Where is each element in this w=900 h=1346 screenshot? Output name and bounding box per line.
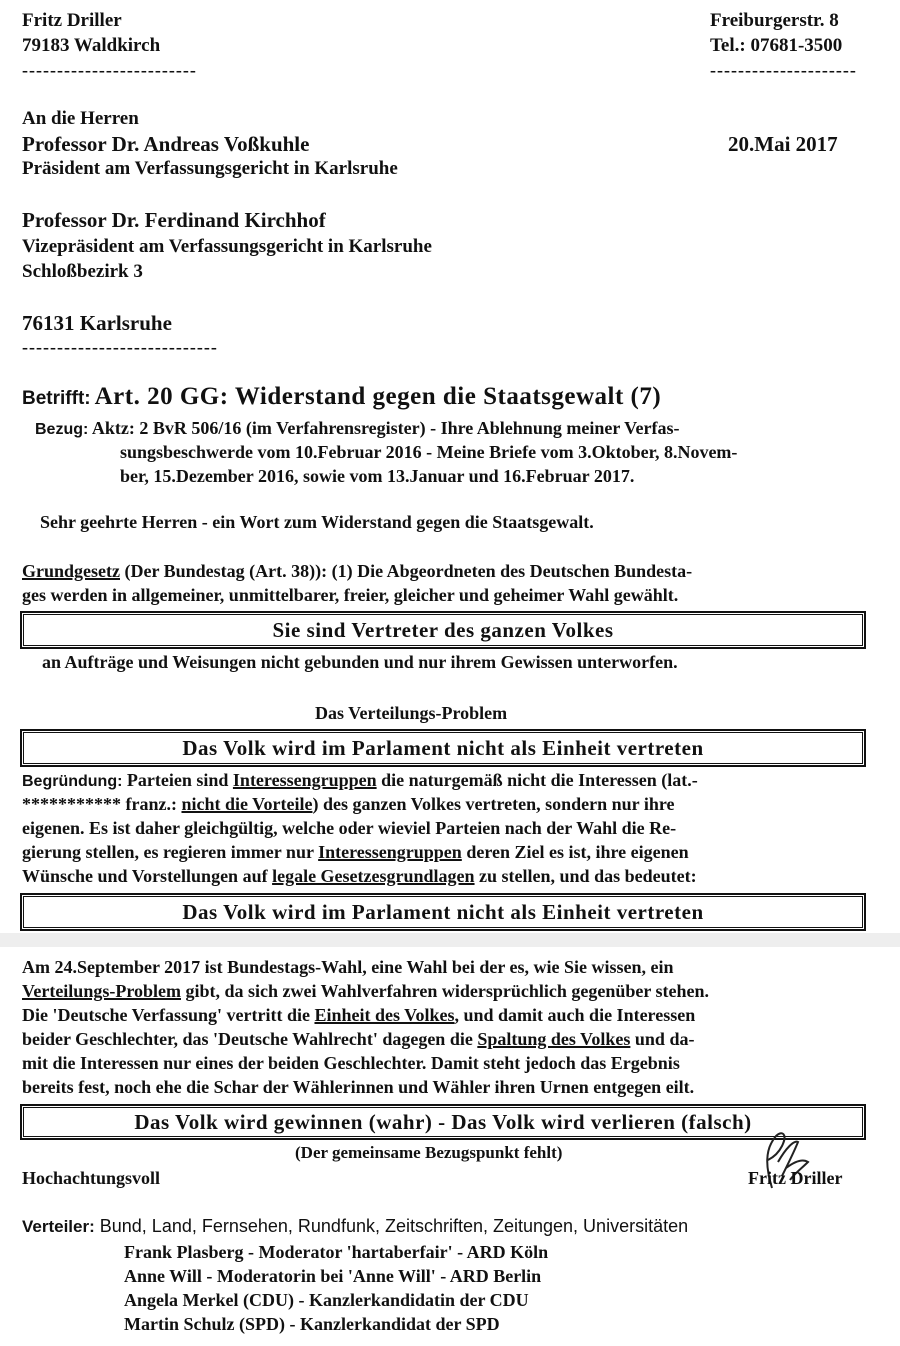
bezugspunkt-note: (Der gemeinsame Bezugspunkt fehlt) [295, 1143, 563, 1162]
begruendung-text: deren Ziel es ist, ihre eigenen [461, 842, 689, 862]
sender-street: Freiburgerstr. 8 [710, 10, 839, 31]
closing: Hochachtungsvoll [22, 1168, 161, 1188]
verteiler-recipient-4: Martin Schulz (SPD) - Kanzlerkandidat der SPD [124, 1314, 500, 1334]
wahl-line-6: bereits fest, noch ehe die Schar der Wählerinnen und Wähler ihren Urnen entgegen eilt. [22, 1077, 695, 1097]
grundgesetz-term: Grundgesetz [22, 561, 120, 581]
sender-phone: Tel.: 07681-3500 [710, 35, 843, 56]
sender-name: Fritz Driller [22, 10, 122, 31]
box-vertreter-text: Sie sind Vertreter des ganzen Volkes [272, 617, 614, 642]
subject-line [22, 383, 661, 411]
box-volk-2 [20, 893, 866, 931]
wahl-line-2 [22, 981, 709, 1002]
box-vertreter [20, 611, 866, 649]
begruendung-text: die naturgemäß nicht die Interessen (lat.- [376, 770, 698, 790]
wahl-line-3 [22, 1005, 695, 1026]
term-interessengruppen-2: Interessengruppen [318, 842, 462, 862]
verteiler-recipient-3: Angela Merkel (CDU) - Kanzlerkandidatin der CDU [124, 1290, 529, 1310]
wahl-line-4 [22, 1029, 694, 1050]
term-gesetzesgrundlagen: legale Gesetzesgrundlagen [272, 866, 475, 886]
begruendung-text: ) des ganzen Volkes vertreten, sondern nur ihre [312, 794, 675, 814]
reference-line-2: sungsbeschwerde vom 10.Februar 2016 - Meine Briefe vom 3.Oktober, 8.Novem- [120, 442, 738, 462]
box-final [20, 1104, 866, 1140]
recipient-name-2: Professor Dr. Ferdinand Kirchhof [22, 208, 326, 232]
recipient-salutation: An die Herren [22, 108, 139, 129]
term-nicht-die-vorteile: nicht die Vorteile [181, 794, 313, 814]
verteiler-recipient-1: Frank Plasberg - Moderator 'hartaberfair' - ARD Köln [124, 1242, 549, 1262]
signature-name: Fritz Driller [748, 1168, 843, 1188]
reference-label: Bezug: [35, 421, 89, 438]
begruendung-text: zu stellen, und das bedeutet: [474, 866, 697, 886]
problem-heading: Das Verteilungs-Problem [315, 703, 508, 723]
begruendung-line-2 [22, 794, 675, 815]
wahl-line-5: mit die Interessen nur eines der beiden Geschlechter. Damit steht jedoch das Ergebnis [22, 1053, 680, 1073]
box-volk-2-text: Das Volk wird im Parlament nicht als Einheit vertreten [182, 899, 704, 924]
grundgesetz-line-1 [22, 561, 692, 582]
begruendung-text: Parteien sind [122, 770, 233, 790]
verteiler-line-1 [22, 1216, 688, 1237]
begruendung-label: Begründung: [22, 773, 123, 790]
reference-line-3: ber, 15.Dezember 2016, sowie vom 13.Januar und 16.Februar 2017. [120, 466, 635, 486]
recipient-dash: ---------------------------- [22, 337, 218, 357]
recipient-role-1: Präsident am Verfassungsgericht in Karlsruhe [22, 158, 398, 179]
letter-date: 20.Mai 2017 [728, 132, 838, 156]
greeting: Sehr geehrte Herren - ein Wort zum Widerstand gegen die Staatsgewalt. [40, 512, 594, 532]
box-volk-1 [20, 729, 866, 767]
grundgesetz-line-2: ges werden in allgemeiner, unmittelbarer, freier, gleicher und geheimer Wahl gewählt. [22, 585, 679, 605]
verteiler-label: Verteiler: [22, 1217, 95, 1236]
wahl-text: gibt, da sich zwei Wahlverfahren widersprüchlich gegenüber stehen. [181, 981, 710, 1001]
wahl-text: Die 'Deutsche Verfassung' vertritt die [22, 1005, 315, 1025]
sender-dash-right: --------------------- [710, 60, 857, 80]
box-volk-1-text: Das Volk wird im Parlament nicht als Einheit vertreten [182, 735, 704, 760]
verteiler-recipient-2: Anne Will - Moderatorin bei 'Anne Will' - ARD Berlin [124, 1266, 542, 1286]
grundgesetz-after: an Aufträge und Weisungen nicht gebunden und nur ihrem Gewissen unterworfen. [42, 652, 678, 672]
begruendung-text: Wünsche und Vorstellungen auf [22, 866, 273, 886]
term-verteilungs-problem: Verteilungs-Problem [22, 981, 181, 1001]
reference-text-1: Aktz: 2 BvR 506/16 (im Verfahrensregister) - Ihre Ablehnung meiner Verfas- [91, 418, 680, 438]
term-spaltung-des-volkes: Spaltung des Volkes [477, 1029, 631, 1049]
reference-line-1 [35, 418, 679, 439]
begruendung-line-4 [22, 842, 689, 863]
recipient-role-2: Vizepräsident am Verfassungsgericht in Karlsruhe [22, 236, 432, 257]
begruendung-line-1 [22, 770, 698, 791]
wahl-text: , und damit auch die Interessen [454, 1005, 696, 1025]
wahl-text: und da- [630, 1029, 695, 1049]
term-interessengruppen-1: Interessengruppen [232, 770, 377, 790]
recipient-city: 76131 Karlsruhe [22, 311, 172, 335]
subject-label: Betrifft: [22, 388, 91, 409]
sender-dash: ------------------------- [22, 60, 197, 80]
scan-gap [0, 933, 900, 947]
begruendung-text: gierung stellen, es regieren immer nur [22, 842, 319, 862]
begruendung-line-5 [22, 866, 697, 887]
recipient-street: Schloßbezirk 3 [22, 261, 143, 282]
term-einheit-des-volkes: Einheit des Volkes [314, 1005, 455, 1025]
recipient-name-1: Professor Dr. Andreas Voßkuhle [22, 132, 310, 156]
sender-city: 79183 Waldkirch [22, 35, 161, 56]
begruendung-text: *********** franz.: [22, 794, 182, 814]
grundgesetz-text-1: (Der Bundestag (Art. 38)): (1) Die Abgeordneten des Deutschen Bundesta- [120, 561, 693, 581]
begruendung-line-3: eigenen. Es ist daher gleichgültig, welche oder wieviel Parteien nach der Wahl die Re- [22, 818, 677, 838]
box-final-text: Das Volk wird gewinnen (wahr) - Das Volk wird verlieren (falsch) [134, 1109, 752, 1134]
verteiler-text: Bund, Land, Fernsehen, Rundfunk, Zeitschriften, Zeitungen, Universitäten [94, 1216, 689, 1236]
wahl-text: beider Geschlechter, das 'Deutsche Wahlrecht' dagegen die [22, 1029, 478, 1049]
wahl-line-1: Am 24.September 2017 ist Bundestags-Wahl, eine Wahl bei der es, wie Sie wissen, ein [22, 957, 674, 977]
subject-title: Art. 20 GG: Widerstand gegen die Staatsgewalt (7) [94, 383, 662, 410]
